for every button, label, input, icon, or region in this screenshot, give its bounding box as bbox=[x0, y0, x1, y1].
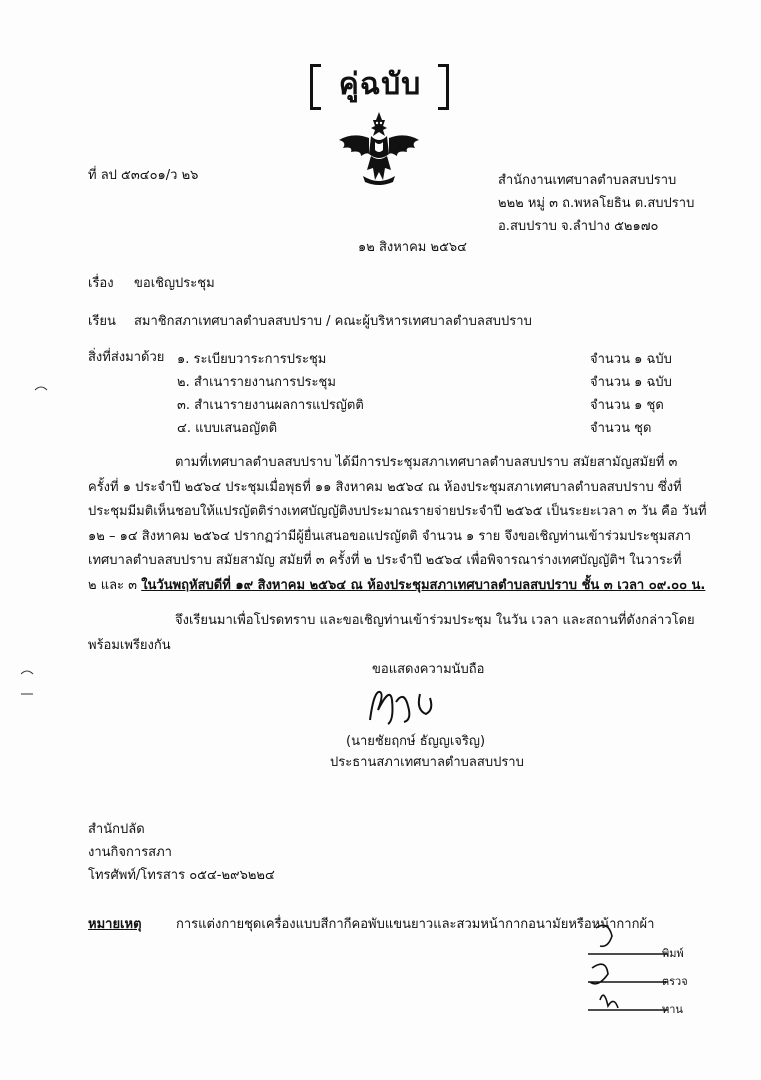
initial-label-checked: ตรวจ bbox=[662, 975, 688, 988]
enclosure-item: ๔. แบบเสนอญัตติ bbox=[177, 421, 278, 436]
subject-text: ขอเชิญประชุม bbox=[134, 276, 215, 291]
note-label: หมายเหตุ bbox=[88, 917, 142, 932]
office-address-line: อ.สบปราบ จ.ลำปาง ๕๒๑๗๐ bbox=[498, 219, 659, 234]
office-name: สำนักงานเทศบาลตำบลสบปราบ bbox=[498, 173, 677, 188]
body-line: เทศบาลตำบลสบปราบ สมัยสามัญ สมัยที่ ๓ ครั้งที่ ๒ ประจำปี ๒๕๖๔ เพื่อพิจารณาร่างเทศบัญญัติฯ ในวาระที่ bbox=[88, 553, 682, 568]
closing-paragraph bbox=[88, 609, 700, 658]
signatory-position: ประธานสภาเทศบาลตำบลสบปราบ bbox=[330, 755, 524, 770]
garuda-emblem-icon bbox=[333, 110, 425, 186]
office-address-line: ๒๒๒ หมู่ ๓ ถ.พหลโยธิน ต.สบปราบ bbox=[498, 196, 695, 211]
signatory-name: (นายชัยฤกษ์ ธัญญเจริญ) bbox=[346, 734, 486, 749]
reference-number: ที่ ลป ๕๓๔๐๑/ว ๒๖ bbox=[88, 168, 199, 183]
enclosure-quantity: จำนวน ๑ ฉบับ bbox=[590, 375, 672, 390]
enclosure-item: ๒. สำเนารายงานการประชุม bbox=[177, 375, 336, 390]
initial-label-typed: พิมพ์ bbox=[662, 947, 684, 960]
contact-section: งานกิจการสภา bbox=[88, 845, 172, 860]
copy-stamp: คู่ฉบับ bbox=[338, 67, 422, 102]
closing-salutation: ขอแสดงความนับถือ bbox=[372, 662, 485, 677]
recipient-label: เรียน bbox=[88, 314, 116, 329]
subject-label: เรื่อง bbox=[88, 276, 114, 291]
enclosure-item: ๑. ระเบียบวาระการประชุม bbox=[177, 352, 327, 367]
recipient-text: สมาชิกสภาเทศบาลตำบลสบปราบ / คณะผู้บริหารเทศบาลตำบลสบปราบ bbox=[134, 314, 532, 329]
contact-phone: โทรศัพท์/โทรสาร ๐๕๔-๒๙๖๒๒๔ bbox=[88, 868, 275, 883]
body-line: พร้อมเพรียงกัน bbox=[88, 637, 171, 653]
enclosure-quantity: จำนวน ชุด bbox=[590, 421, 652, 436]
body-line: ครั้งที่ ๑ ประจำปี ๒๕๖๔ ประชุมเมื่อพุธที่ ๑๑ สิงหาคม ๒๕๖๔ ณ ห้องประชุมสภาเทศบาลตำบลสบปราบ ซึ่งที่ bbox=[88, 479, 682, 495]
margin-mark-icon bbox=[20, 668, 34, 676]
margin-mark-icon bbox=[34, 384, 48, 392]
meeting-agenda-prefix: ๒ และ ๓ bbox=[88, 577, 142, 593]
signature-icon bbox=[360, 680, 450, 730]
body-line: ประชุมมีมติเห็นชอบให้แปรญัตติร่างเทศบัญญัติงบประมาณรายจ่ายประจำปี ๒๕๖๕ เป็นระยะเวลา ๓ วัน คือ วันที่ bbox=[88, 504, 707, 519]
body-line: จึงเรียนมาเพื่อโปรดทราบ และขอเชิญท่านเข้าร่วมประชุม ในวัน เวลา และสถานที่ดังกล่าวโดย bbox=[175, 613, 695, 628]
body-line: ๑๒ – ๑๔ สิงหาคม ๒๕๖๔ ปรากฏว่ามีผู้ยื่นเสนอขอแปรญัตติ จำนวน ๑ ราย จึงขอเชิญท่านเข้าร่วมประชุมสภา bbox=[88, 528, 692, 544]
enclosures-label: สิ่งที่ส่งมาด้วย bbox=[88, 350, 165, 365]
document-date: ๑๒ สิงหาคม ๒๕๖๔ bbox=[358, 240, 468, 255]
enclosure-quantity: จำนวน ๑ ชุด bbox=[590, 398, 664, 413]
body-line: ตามที่เทศบาลตำบลสบปราบ ได้มีการประชุมสภาเทศบาลตำบลสบปราบ สมัยสามัญสมัยที่ ๓ bbox=[175, 455, 678, 470]
meeting-datetime-emphasis: ในวันพฤหัสบดีที่ ๑๙ สิงหาคม ๒๕๖๔ ณ ห้องประชุมสภาเทศบาลตำบลสบปราบ ชั้น ๓ เวลา ๐๙.๐๐ น. bbox=[141, 577, 706, 593]
contact-department: สำนักปลัด bbox=[88, 822, 145, 837]
note-text: การแต่งกายชุดเครื่องแบบสีกากีคอพับแขนยาวและสวมหน้ากากอนามัยหรือหน้ากากผ้า bbox=[176, 917, 655, 932]
initials-block bbox=[578, 918, 698, 1028]
initial-label-reviewed: ทาน bbox=[662, 1003, 683, 1016]
enclosure-quantity: จำนวน ๑ ฉบับ bbox=[590, 352, 672, 367]
enclosure-item: ๓. สำเนารายงานผลการแปรญัตติ bbox=[177, 398, 364, 413]
margin-mark-icon bbox=[20, 690, 34, 698]
body-paragraph bbox=[88, 451, 707, 598]
body-line bbox=[88, 574, 706, 599]
